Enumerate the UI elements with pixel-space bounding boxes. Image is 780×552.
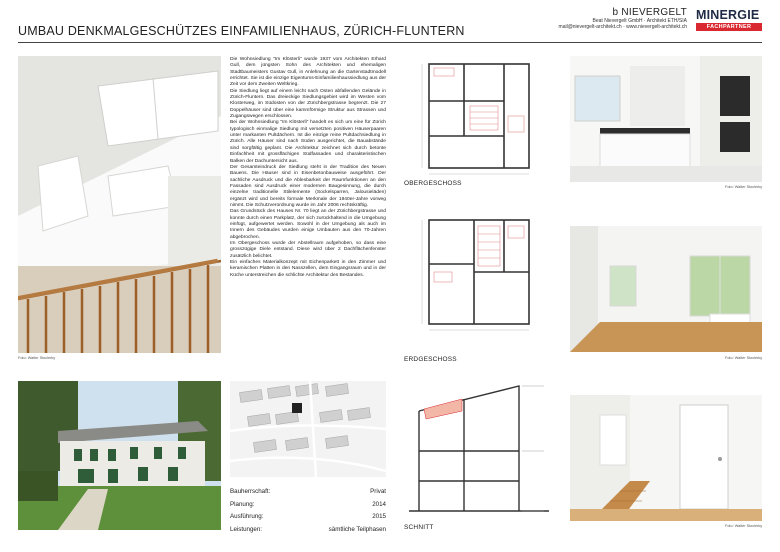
text-paragraph: Bei der Wohnsiedlung "Im Klösterli" handelt es sich um eine für Zürich typologisch einmalige Siedlung mit versetzten positiven Häuserpaaren unter markanten Pultdächern. Ist die einzige reine Pultdachsiedlung in Zürich. Alle Häuser sind nach Süden ausgerichtet, die Bauabstände sind sorgfältig geplant. Die Architektur zeichnet sich durch betonte Einfachheit mit grossflächigen Südfassaden und charakteristischen Balken der Dachuntersicht aus. bbox=[230, 120, 386, 164]
fact-row bbox=[230, 511, 386, 524]
text-paragraph: Der Gesamteindruck der Siedlung steht in der Tradition des Neuen Bauens. Die Häuser sind in Eisenbetonbauweise ausgeführt. Der sachliche Ausdruck und die Ablesbarkeit der Raumfunktionen an den Fassaden sind Ausdruck einer modernen Baugesinnung, die durch einzelne traditionelle Stilelemente (Sockelsparren, Jalousieläden) ergänzt wird und bereits formale Merkmale der 1940er-Jahre vorweg nimmt. Die Schutzverordnung wurde im Jahr 2006 rechtskräftig. bbox=[230, 164, 386, 208]
photo-credit: Foto: Walter Stoclerky bbox=[18, 356, 56, 360]
plan-ground-floor bbox=[404, 212, 554, 332]
fact-row bbox=[230, 486, 386, 499]
fact-value: Privat bbox=[370, 488, 386, 495]
minergie-wordmark: MINERGIE bbox=[696, 8, 760, 22]
page-title: UMBAU DENKMALGESCHÜTZES EINFAMILIENHAUS, ZÜRICH-FLUNTERN bbox=[18, 24, 465, 38]
firm-line-2: mail@nievergelt-architekt.ch · www.nievergelt-architekt.ch bbox=[558, 24, 687, 30]
photo-credit: Foto: Walter Stoclerky bbox=[725, 185, 763, 189]
fact-row bbox=[230, 524, 386, 537]
plan-label-ground: ERDGESCHOSS bbox=[404, 356, 457, 363]
photo-exterior bbox=[18, 381, 221, 530]
project-facts bbox=[230, 486, 386, 536]
fact-value: 2015 bbox=[372, 513, 386, 521]
site-plan-drawing bbox=[230, 381, 386, 477]
fact-value: sämtliche Teilphasen bbox=[328, 525, 386, 533]
plan-upper-floor bbox=[404, 56, 554, 176]
upper-floor-drawing bbox=[404, 56, 554, 176]
text-paragraph: Das Grundstück des Hauses Nr. 70 liegt an der Zürichbergstrasse und konnte durch einen Parkplatz, der sich zurückhaltend in die Umgebung einfügt, aufgewertet werden. Sowohl in der Umgebung als auch im Innern des Gebäudes wurden einige Umbauten aus den 70-Jahren abgebrochen. bbox=[230, 209, 386, 240]
photo-credit: Foto: Walter Stoclerky bbox=[725, 356, 763, 360]
ground-floor-drawing bbox=[404, 212, 554, 332]
text-paragraph: Die Wohnsiedlung "Im Klösterli" wurde 1937 vom Architekten Erhard Gull, dem jüngsten Sohn des Architekten und ehemaligen Stadtbaumeisters Gustav Gull, in Anlehnung an die Gartenstadtmodell errichtet. Sie ist die einzige Eigentums-Einfamilienhaussiedlung aus der Zeit vor dem Zweiten Weltkrieg. bbox=[230, 57, 386, 88]
photo-attic-hall bbox=[18, 56, 221, 353]
minergie-logo bbox=[696, 8, 762, 31]
text-paragraph: Im Obergeschoss wurde der Abstellraum aufgehoben, so dass eine grosszügige Diele entstand. Diese wird über 2 Dachflächenfenster zusätzlich belichtet. bbox=[230, 240, 386, 259]
attic-hall-illustration bbox=[18, 56, 221, 353]
fact-label: Planung: bbox=[230, 500, 255, 508]
firm-logo: b NIEVERGELT bbox=[612, 7, 687, 18]
photo-living-room bbox=[570, 226, 762, 352]
exterior-illustration bbox=[18, 381, 221, 530]
plan-label-section: SCHNITT bbox=[404, 524, 434, 531]
minergie-badge: FACHPARTNER bbox=[696, 23, 762, 31]
living-room-illustration bbox=[570, 226, 762, 352]
photo-credit: Foto: Walter Stoclerky bbox=[725, 524, 763, 528]
photo-entrance-stair bbox=[570, 395, 762, 521]
section-drawing bbox=[404, 381, 554, 521]
plan-section bbox=[404, 381, 554, 521]
text-paragraph: Die Siedlung liegt auf einem leicht nach Osten abfallenden Gelände in Zürich-Fluntern. Das dreieckige Siedlungsgebiet wird im Westen vom Klosterweg, im Südosten von der Zürichbergstrasse begrenzt. Die 27 Doppelhäuser sind über eine kammförmige Struktur aus Strassen und Zugangswegen erschlossen. bbox=[230, 88, 386, 120]
fact-value: 2014 bbox=[372, 500, 386, 508]
site-plan bbox=[230, 381, 386, 477]
fact-row bbox=[230, 499, 386, 512]
text-paragraph: Ein einfaches Materialkonzept mit Eichenparkett in den Zimmer und keramischen Platten in den Nasszellen, dem Eingangsraum und in der Küche unterstreichen die schlichte Architektur des Bestandes. bbox=[230, 260, 386, 278]
header-rule bbox=[18, 42, 762, 43]
photo-kitchen bbox=[570, 56, 762, 182]
firm-line-1: Beat Nievergelt GmbH · Architekt ETH/SIA bbox=[592, 18, 687, 24]
firm-block bbox=[545, 7, 687, 30]
entrance-stair-illustration bbox=[570, 395, 762, 521]
fact-label: Leistungen: bbox=[230, 525, 262, 533]
kitchen-illustration bbox=[570, 56, 762, 182]
plan-label-upper: OBERGESCHOSS bbox=[404, 180, 462, 187]
project-description bbox=[230, 57, 386, 279]
fact-label: Ausführung: bbox=[230, 513, 264, 521]
fact-label: Bauherrschaft: bbox=[230, 488, 271, 495]
